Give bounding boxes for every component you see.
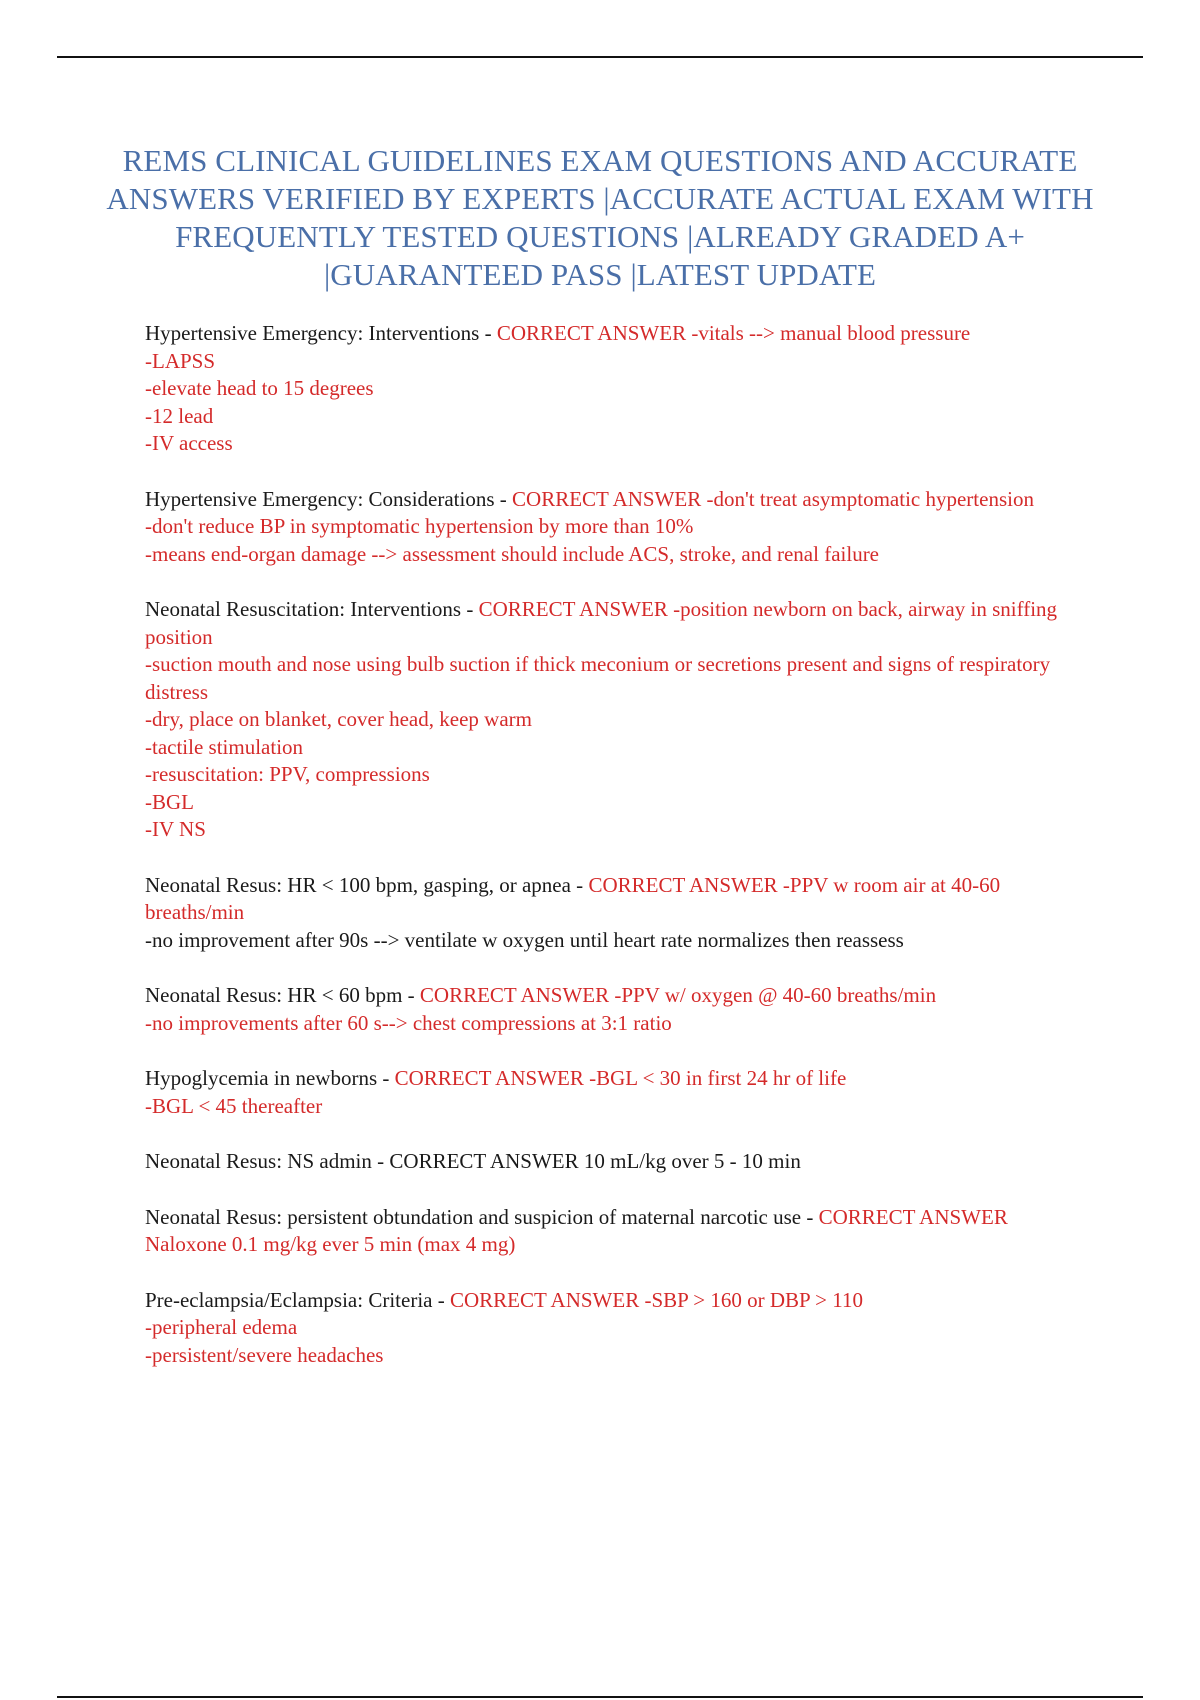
answer-line: -dry, place on blanket, cover head, keep warm — [145, 707, 532, 731]
answer-text: CORRECT ANSWER -don't treat asymptomatic hypertension — [512, 486, 1034, 511]
answer-text: CORRECT ANSWER Naloxone 0.1 mg/kg ever 5 min (max 4 mg) — [145, 1204, 1008, 1256]
answer-line: -don't reduce BP in symptomatic hypertension by more than 10% — [145, 514, 694, 538]
question-text: Neonatal Resus: HR < 60 bpm - — [145, 983, 420, 1007]
qa-item — [145, 1287, 1085, 1370]
bottom-rule — [57, 1696, 1143, 1698]
answer-line: -LAPSS — [145, 348, 216, 373]
question-text: Neonatal Resus: NS admin - — [145, 1149, 390, 1173]
qa-item — [145, 1065, 1085, 1120]
answer-line: -elevate head to 15 degrees — [145, 376, 374, 400]
answer-line: -BGL — [145, 789, 194, 814]
answer-line: -persistent/severe headaches — [145, 1342, 384, 1367]
qa-item — [145, 872, 1085, 955]
answer-line: -BGL < 45 thereafter — [145, 1093, 323, 1118]
qa-item — [145, 982, 1085, 1037]
qa-item — [145, 1148, 1085, 1176]
answer-text: CORRECT ANSWER -PPV w/ oxygen @ 40-60 breaths/min — [419, 983, 937, 1007]
answer-text: CORRECT ANSWER -vitals --> manual blood pressure — [496, 321, 971, 345]
qa-item — [145, 596, 1085, 844]
qa-item — [145, 1204, 1085, 1259]
answer-text: CORRECT ANSWER 10 mL/kg over 5 - 10 min — [389, 1149, 801, 1173]
question-text: Hypoglycemia in newborns - — [145, 1066, 395, 1090]
question-text: Hypertensive Emergency: Considerations - — [145, 486, 513, 511]
question-text: Neonatal Resus: HR < 100 bpm, gasping, or apnea - — [145, 872, 589, 897]
answer-text: CORRECT ANSWER -BGL < 30 in first 24 hr of life — [394, 1066, 847, 1090]
question-text: Neonatal Resus: persistent obtundation and suspicion of maternal narcotic use - — [145, 1204, 819, 1229]
qa-list — [145, 320, 1085, 1397]
answer-text: CORRECT ANSWER -position newborn on back, airway in sniffing position — [145, 597, 1058, 649]
answer-text: CORRECT ANSWER -SBP > 160 or DBP > 110 — [449, 1287, 863, 1312]
qa-item — [145, 486, 1085, 569]
answer-line: -no improvements after 60 s--> chest compressions at 3:1 ratio — [145, 1010, 672, 1035]
question-text: Neonatal Resuscitation: Interventions - — [145, 597, 479, 621]
answer-line: -12 lead — [145, 403, 214, 428]
question-text: Pre-eclampsia/Eclampsia: Criteria - — [145, 1287, 450, 1312]
answer-line: -tactile stimulation — [145, 734, 304, 759]
answer-line: -resuscitation: PPV, compressions — [145, 762, 430, 786]
answer-line: -IV NS — [145, 817, 206, 841]
top-rule — [57, 56, 1143, 58]
answer-line: -no improvement after 90s --> ventilate w oxygen until heart rate normalizes then reassess — [145, 927, 904, 952]
answer-line: -means end-organ damage --> assessment should include ACS, stroke, and renal failure — [145, 541, 880, 566]
question-text: Hypertensive Emergency: Interventions - — [145, 321, 497, 345]
answer-line: -suction mouth and nose using bulb suction if thick meconium or secretions present and signs of respiratory distress — [145, 652, 1051, 704]
answer-line: -IV access — [145, 431, 233, 455]
answer-text: CORRECT ANSWER -PPV w room air at 40-60 breaths/min — [145, 872, 1001, 924]
document-title: REMS CLINICAL GUIDELINES EXAM QUESTIONS AND ACCURATE ANSWERS VERIFIED BY EXPERTS |ACCURATE ACTUAL EXAM WITH FREQUENTLY TESTED QUESTIONS |ALREADY GRADED A+ |GUARANTEED PASS |LATEST UPDATE — [106, 143, 1094, 292]
qa-item — [145, 320, 1085, 458]
answer-line: -peripheral edema — [145, 1315, 298, 1339]
